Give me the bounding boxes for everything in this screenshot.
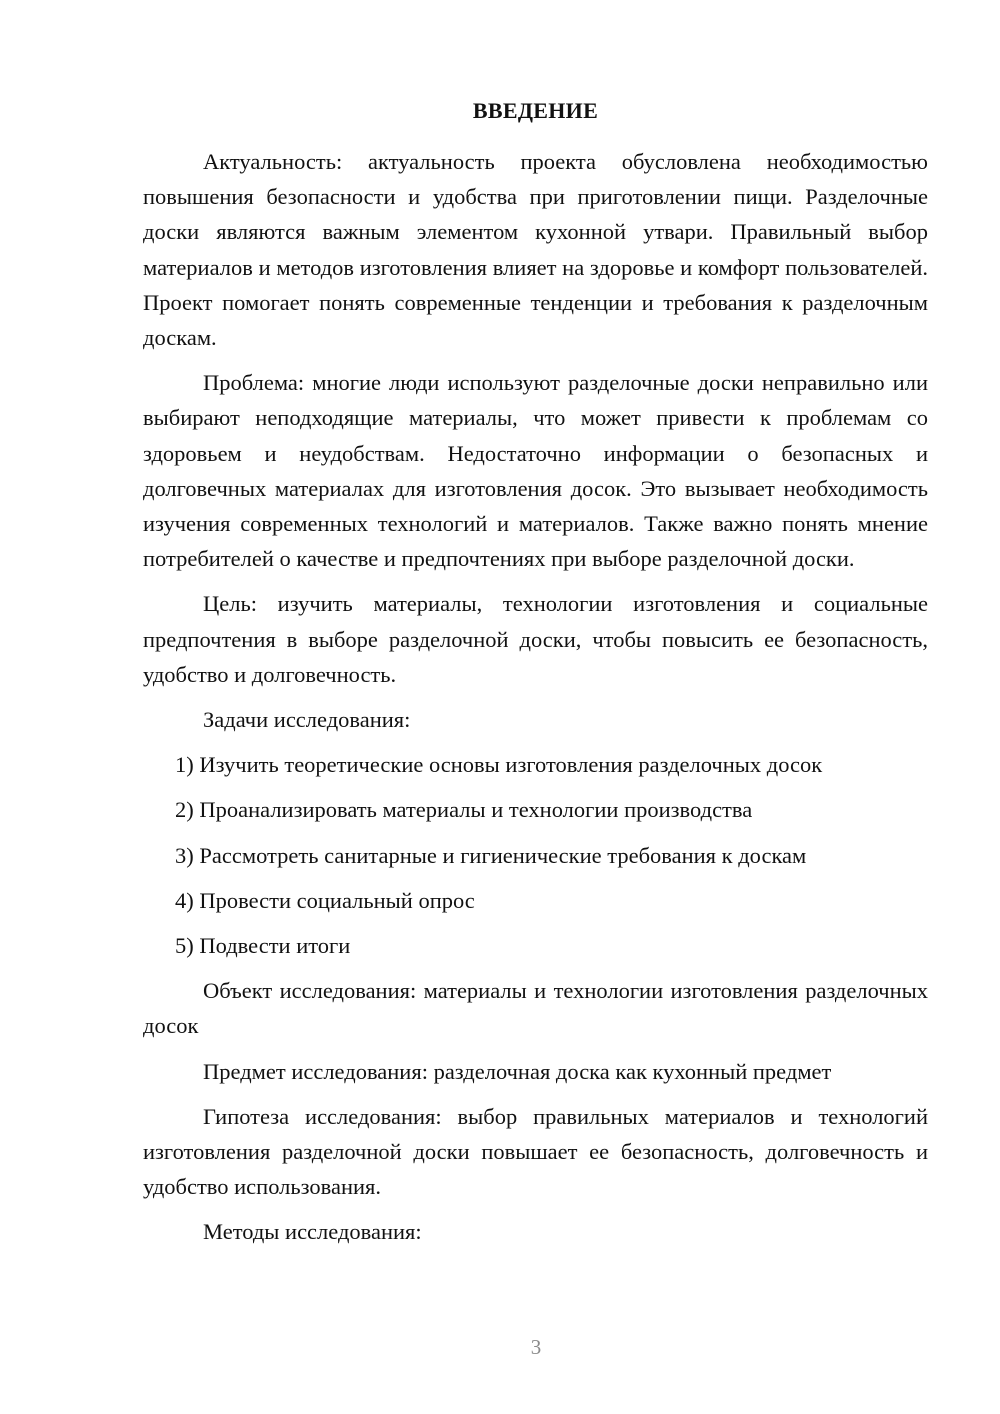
methods-heading: Методы исследования: (203, 1219, 422, 1245)
page-title: ВВЕДЕНИЕ (472, 98, 599, 123)
object-paragraph: Объект исследования: материалы и технологии изготовления разделочных досок (143, 978, 928, 1039)
problem-paragraph: Проблема: многие люди используют разделочные доски неправильно или выбирают неподходящие материалы, что может привести к проблемам со здоровьем и неудобствам. Недостаточно информации о безопасных и долговечных материалах для изготовления досок. Это вызывает необходимость изучения современных технологий и материалов. Также важно понять мнение потребителей о качестве и предпочтениях при выборе разделочной доски. (143, 370, 928, 572)
goal-paragraph: Цель: изучить материалы, технологии изготовления и социальные предпочтения в выборе разделочной доски, чтобы повысить ее безопасность, удобство и долговечность. (143, 591, 928, 687)
hypothesis-paragraph: Гипотеза исследования: выбор правильных материалов и технологий изготовления разделочной доски повышает ее безопасность, долговечность и удобство использования. (143, 1103, 928, 1200)
list-item: 2) Проанализировать материалы и технологии производства (175, 797, 753, 823)
relevance-paragraph: Актуальность: актуальность проекта обусловлена необходимостью повышения безопасности и удобства при приготовлении пищи. Разделочные доски являются важным элементом кухонной утвари. Правильный выбор материалов и методов изготовления влияет на здоровье и комфорт пользователей. Проект помогает понять современные тенденции и требования к разделочным доскам. (143, 149, 928, 351)
subject-paragraph: Предмет исследования: разделочная доска как кухонный предмет (203, 1058, 832, 1084)
tasks-list (143, 747, 928, 963)
list-item: 3) Рассмотреть санитарные и гигиенические требования к доскам (175, 842, 807, 868)
page-content (143, 94, 928, 1260)
list-item: 4) Провести социальный опрос (175, 887, 475, 913)
list-item: 5) Подвести итоги (175, 933, 351, 959)
page-number: 3 (530, 1335, 542, 1359)
list-item: 1) Изучить теоретические основы изготовления разделочных досок (175, 752, 823, 778)
tasks-heading: Задачи исследования: (203, 707, 411, 733)
